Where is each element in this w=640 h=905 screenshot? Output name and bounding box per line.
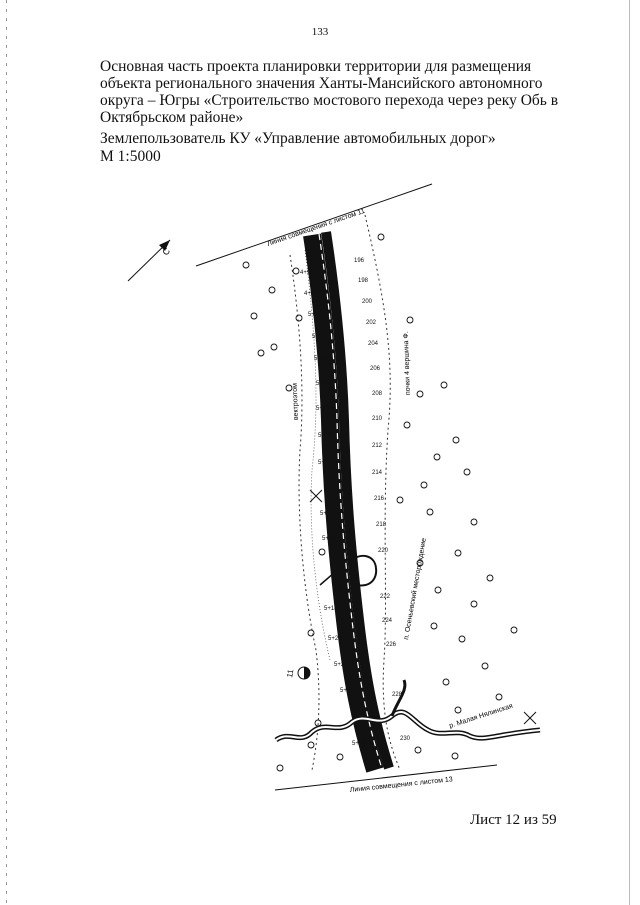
svg-text:5+16: 5+16 [322,536,336,542]
river-label: р. Малая Нялинская [448,702,514,730]
svg-text:214: 214 [372,470,383,476]
svg-text:210: 210 [372,416,383,422]
map-scale: М 1:5000 [100,148,161,165]
svg-text:200: 200 [362,299,373,305]
svg-text:204: 204 [368,341,379,347]
svg-text:4+96: 4+96 [300,270,314,276]
village-label: п. Осеньевский месторождение [403,537,428,641]
svg-text:218: 218 [376,522,387,528]
svg-text:224: 224 [382,618,393,624]
svg-text:198: 198 [358,278,369,284]
point-label: 11 [285,668,296,679]
svg-text:202: 202 [366,320,377,326]
svg-text:5+10: 5+10 [318,433,332,439]
svg-text:228: 228 [392,692,403,698]
svg-text:5+26: 5+26 [352,741,366,747]
right-label: почки 4 вершина Ф. [402,331,412,396]
north-label: С [160,245,173,258]
land-user: Землепользователь КУ «Управление автомобильных дорог» [100,130,496,147]
title-line: Октябрьском районе» [100,109,244,126]
svg-text:5+20: 5+20 [328,636,342,642]
boundary-left [290,255,319,770]
svg-text:5+14: 5+14 [320,511,334,517]
svg-text:5+00: 5+00 [308,312,322,318]
svg-text:206: 206 [370,366,381,372]
svg-text:5+08: 5+08 [316,406,330,412]
svg-text:226: 226 [386,642,397,648]
svg-text:4+98: 4+98 [304,291,318,297]
svg-text:5+12: 5+12 [318,460,332,466]
svg-text:216: 216 [374,496,385,502]
svg-text:5+18: 5+18 [324,606,338,612]
left-label: вектроэтом [291,383,300,421]
match-line-top-label: Линия совмещения с листом 11 [266,207,366,248]
svg-text:196: 196 [354,258,365,264]
svg-text:230: 230 [400,736,411,742]
svg-text:5+02: 5+02 [312,334,326,340]
title-line: округа – Югры «Строительство мостового перехода через реку Обь в [100,92,559,109]
survey-points [243,234,517,771]
match-line-bottom-label: Линия совмещения с листом 13 [349,776,454,794]
page-number: 133 [311,26,329,38]
svg-text:5+24: 5+24 [340,688,354,694]
svg-text:212: 212 [372,443,383,449]
sheet-number: Лист 12 из 59 [470,812,557,828]
svg-text:222: 222 [380,594,391,600]
svg-text:5+22: 5+22 [334,662,348,668]
north-arrow-icon [128,240,172,281]
svg-text:220: 220 [378,548,389,554]
svg-text:208: 208 [372,391,383,397]
title-line: объекта регионального значения Ханты-Мансийского автономного [100,75,543,92]
svg-text:5+06: 5+06 [316,381,330,387]
svg-text:5+04: 5+04 [314,356,328,362]
title-line: Основная часть проекта планировки территории для размещения [100,58,532,75]
